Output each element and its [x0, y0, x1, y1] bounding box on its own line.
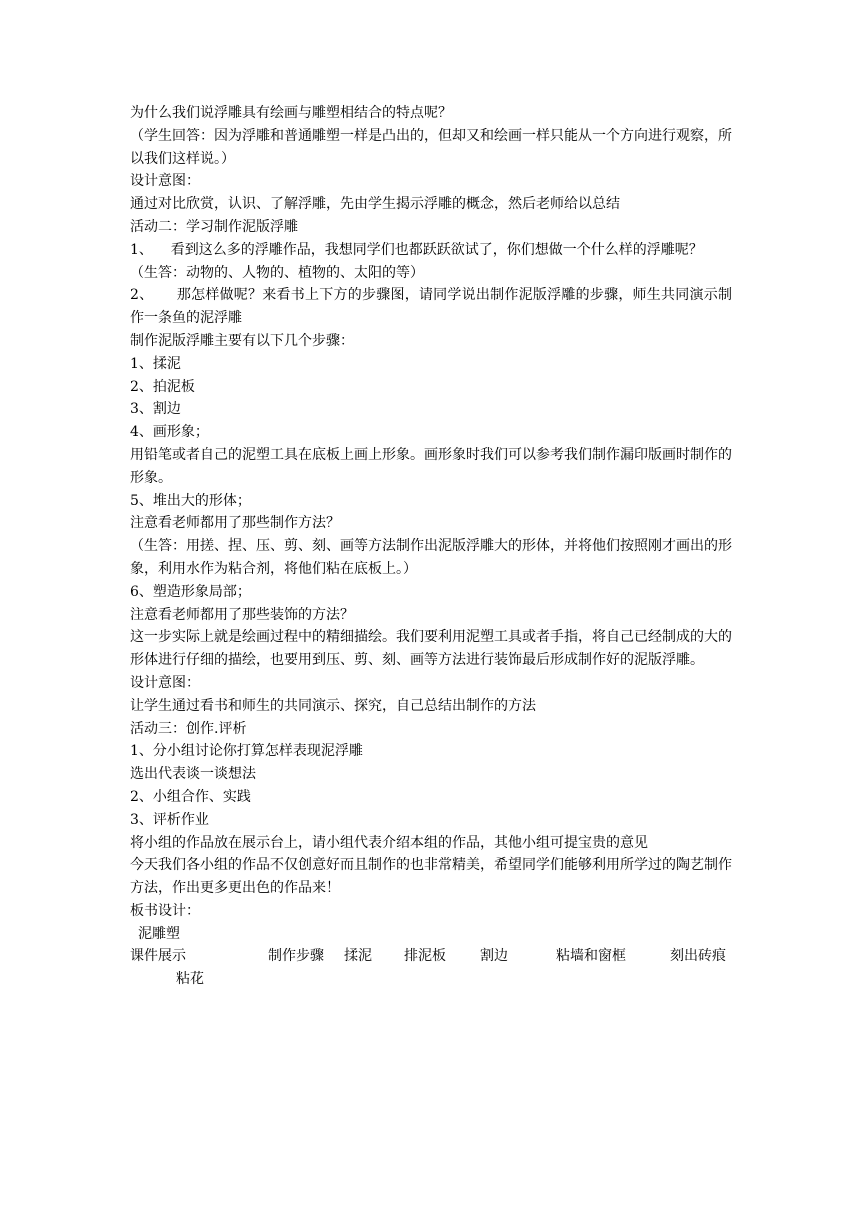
- step-2: 2、拍泥板: [130, 378, 195, 395]
- board-title: 泥雕塑: [138, 925, 180, 942]
- paragraph-step-6-question: 注意看老师都用了那些装饰的方法？: [130, 606, 354, 623]
- board-item-bricks: 刻出砖痕: [670, 948, 726, 965]
- step-1: 1、揉泥: [130, 355, 181, 372]
- activity-three-item-1-detail: 选出代表谈一谈想法: [130, 766, 256, 783]
- heading-design-intent-1: 设计意图：: [130, 173, 200, 190]
- step-3: 3、割边: [130, 401, 181, 418]
- board-item-flowers: 粘花: [176, 971, 204, 988]
- board-item-knead: 揉泥: [344, 948, 372, 965]
- board-row: [130, 945, 732, 968]
- paragraph-question: 为什么我们说浮雕具有绘画与雕塑相结合的特点呢？: [130, 105, 452, 121]
- document-page: [130, 102, 732, 991]
- heading-activity-three: 活动三：创作.评析: [130, 720, 247, 737]
- board-item-trim: 割边: [480, 948, 508, 965]
- board-item-steps: 制作步骤: [268, 948, 324, 965]
- paragraph-step-5-question: 注意看老师都用了那些制作方法？: [130, 515, 340, 532]
- step-4: 4、画形象；: [130, 424, 209, 441]
- paragraph-step-question-2: 2、 那怎样做呢？来看书上下方的步骤图，请同学说出制作泥版浮雕的步骤，师生共同演示制作一条鱼的泥浮雕: [130, 287, 732, 327]
- paragraph-steps-intro: 制作泥版浮雕主要有以下几个步骤：: [130, 332, 354, 349]
- paragraph-student-answer: （学生回答：因为浮雕和普通雕塑一样是凸出的，但却又和绘画一样只能从一个方向进行观察，所以我们这样说。）: [130, 127, 732, 167]
- heading-board-design: 板书设计：: [130, 902, 200, 919]
- paragraph-design-intent-1: 通过对比欣赏，认识、了解浮雕，先由学生揭示浮雕的概念，然后老师给以总结: [130, 196, 620, 213]
- heading-design-intent-2: 设计意图：: [130, 674, 200, 691]
- board-item-walls: 粘墙和窗框: [556, 948, 626, 965]
- paragraph-step-5-answer: （生答：用搓、捏、压、剪、刻、画等方法制作出泥版浮雕大的形体，并将他们按照刚才画出的形象，利用水作为粘合剂，将他们粘在底板上。）: [130, 538, 732, 577]
- activity-three-item-2: 2、小组合作、实践: [130, 788, 251, 805]
- paragraph-summary: 今天我们各小组的作品不仅创意好而且制作的也非常精美，希望同学们能够利用所学过的陶艺制作方法，作出更多更出色的作品来！: [130, 857, 732, 897]
- paragraph-student-answer-2: （生答：动物的、人物的、植物的、太阳的等）: [130, 264, 424, 281]
- step-5: 5、堆出大的形体；: [130, 492, 251, 509]
- heading-activity-two: 活动二：学习制作泥版浮雕: [130, 218, 298, 235]
- paragraph-step-6-detail: 这一步实际上就是绘画过程中的精细描绘。我们要利用泥塑工具或者手指，将自己已经制成的大的形体进行仔细的描绘，也要用到压、剪、刻、画等方法进行装饰最后形成制作好的泥版浮雕。: [130, 629, 732, 669]
- activity-three-item-3: 3、评析作业: [130, 811, 209, 828]
- step-6: 6、塑造形象局部；: [130, 583, 251, 600]
- paragraph-step-4-detail: 用铅笔或者自己的泥塑工具在底板上画上形象。画形象时我们可以参考我们制作漏印版画时制作的形象。: [130, 446, 732, 486]
- activity-three-item-1: 1、分小组讨论你打算怎样表现泥浮雕: [130, 743, 363, 760]
- board-item-courseware: 课件展示: [130, 948, 186, 965]
- paragraph-evaluation: 将小组的作品放在展示台上，请小组代表介绍本组的作品，其他小组可提宝贵的意见: [130, 834, 648, 851]
- paragraph-design-intent-2: 让学生通过看书和师生的共同演示、探究，自己总结出制作的方法: [130, 697, 536, 714]
- board-item-slab: 排泥板: [404, 948, 446, 965]
- paragraph-step-question-1: 1、 看到这么多的浮雕作品，我想同学们也都跃跃欲试了，你们想做一个什么样的浮雕呢？: [130, 241, 703, 258]
